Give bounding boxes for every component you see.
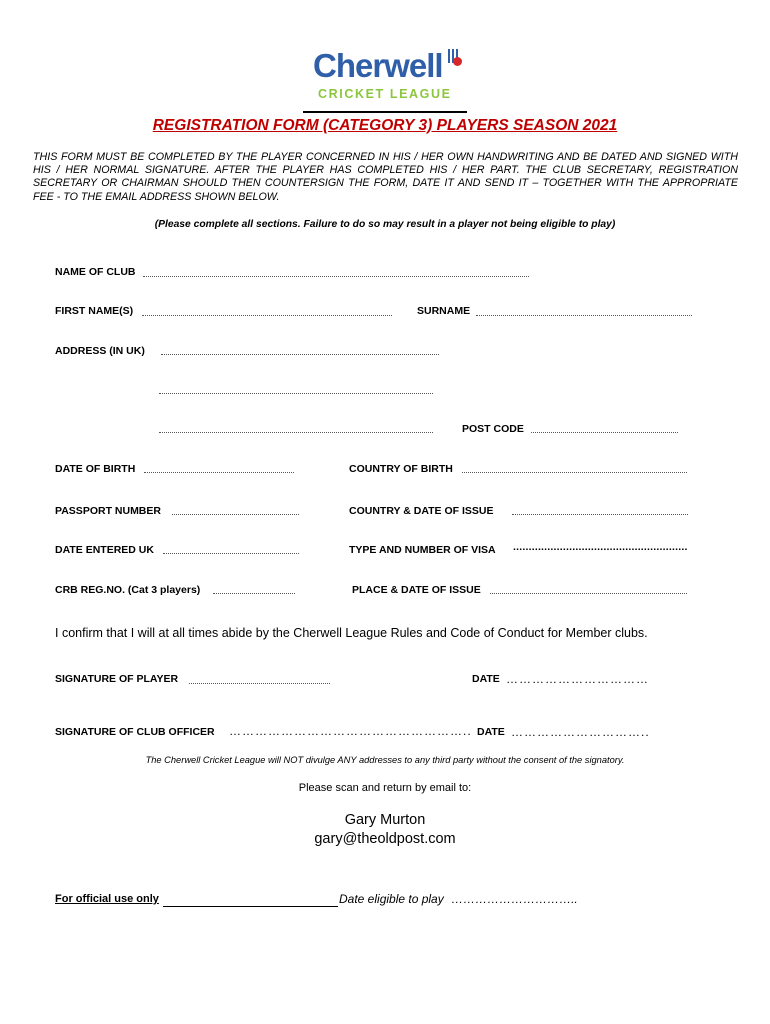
logo-subtitle: CRICKET LEAGUE xyxy=(318,87,452,101)
surname-field[interactable] xyxy=(476,315,692,316)
crb-label: CRB REG.NO. (Cat 3 players) xyxy=(55,584,201,596)
date-entered-field[interactable] xyxy=(163,553,299,554)
passport-field[interactable] xyxy=(172,514,299,515)
form-title: REGISTRATION FORM (CATEGORY 3) PLAYERS SEASON 2021 xyxy=(152,117,618,134)
date-entered-label: DATE ENTERED UK xyxy=(55,544,154,556)
club-field[interactable] xyxy=(143,276,529,277)
player-signature-label: SIGNATURE OF PLAYER xyxy=(55,673,179,685)
officer-date-label: DATE xyxy=(477,726,505,738)
country-issue-field[interactable] xyxy=(512,514,688,515)
contact-email[interactable]: gary@theoldpost.com xyxy=(314,831,456,847)
eligible-field[interactable]: ………………………….. xyxy=(451,892,578,906)
completion-note: (Please complete all sections. Failure to do so may result in a player not being eligible to play) xyxy=(154,219,616,230)
country-issue-label: COUNTRY & DATE OF ISSUE xyxy=(349,505,494,517)
dob-label: DATE OF BIRTH xyxy=(55,463,136,475)
country-birth-field[interactable] xyxy=(462,472,687,473)
visa-field[interactable]: ........................................................ xyxy=(513,541,688,553)
dob-field[interactable] xyxy=(144,472,294,473)
crb-field[interactable] xyxy=(213,593,295,594)
place-issue-label: PLACE & DATE OF ISSUE xyxy=(352,584,481,596)
league-logo xyxy=(303,37,467,113)
surname-label: SURNAME xyxy=(417,305,471,317)
club-label: NAME OF CLUB xyxy=(55,266,136,278)
post-code-field[interactable] xyxy=(531,432,678,433)
eligible-label: Date eligible to play xyxy=(339,892,444,906)
country-birth-label: COUNTRY OF BIRTH xyxy=(349,463,453,475)
scan-instruction: Please scan and return by email to: xyxy=(298,782,472,794)
first-names-field[interactable] xyxy=(142,315,392,316)
contact-name: Gary Murton xyxy=(344,812,426,828)
confirmation-text: I confirm that I will at all times abide by the Cherwell League Rules and Code of Conduct for Member clubs. xyxy=(55,626,648,640)
post-code-label: POST CODE xyxy=(462,423,524,435)
player-signature-field[interactable] xyxy=(189,683,330,684)
official-use-line xyxy=(163,906,338,907)
privacy-note: The Cherwell Cricket League will NOT divulge ANY addresses to any third party without the consent of the signatory. xyxy=(145,755,625,765)
contact-block xyxy=(0,811,770,849)
eligible-date-row xyxy=(339,892,578,906)
intro-text: THIS FORM MUST BE COMPLETED BY THE PLAYER CONCERNED IN HIS / HER OWN HANDWRITING AND BE DATED AND SIGNED WITH HIS / HER NORMAL SIGNATURE. AFTER THE PLAYER HAS COMPLETED HIS / HER PART. THE CLUB SECRETARY, REGISTRATION SECRETARY OR CHAIRMAN SHOULD THEN COUNTERSIGN THE FORM, DATE IT AND SEND IT – TOGETHER WITH THE APPROPRIATE FEE - TO THE EMAIL ADDRESS SHOWN BELOW. xyxy=(33,151,738,203)
player-date-field[interactable]: …………………………… xyxy=(506,672,649,686)
logo-wordmark: Cherwell xyxy=(313,47,443,84)
address-line-3-field[interactable] xyxy=(159,432,433,433)
address-line-1-field[interactable] xyxy=(161,354,439,355)
visa-label: TYPE AND NUMBER OF VISA xyxy=(349,544,496,556)
player-date-label: DATE xyxy=(472,673,500,685)
officer-signature-field[interactable]: ……………………………………………….. xyxy=(229,724,472,738)
officer-signature-label: SIGNATURE OF CLUB OFFICER xyxy=(55,726,215,738)
passport-label: PASSPORT NUMBER xyxy=(55,505,161,517)
address-label: ADDRESS (IN UK) xyxy=(55,345,145,357)
first-names-label: FIRST NAME(S) xyxy=(55,305,134,317)
official-use-label: For official use only xyxy=(55,893,159,905)
officer-date-field[interactable]: ………………………….. xyxy=(511,725,650,739)
cricket-ball-icon xyxy=(453,57,462,66)
address-line-2-field[interactable] xyxy=(159,393,433,394)
place-issue-field[interactable] xyxy=(490,593,687,594)
